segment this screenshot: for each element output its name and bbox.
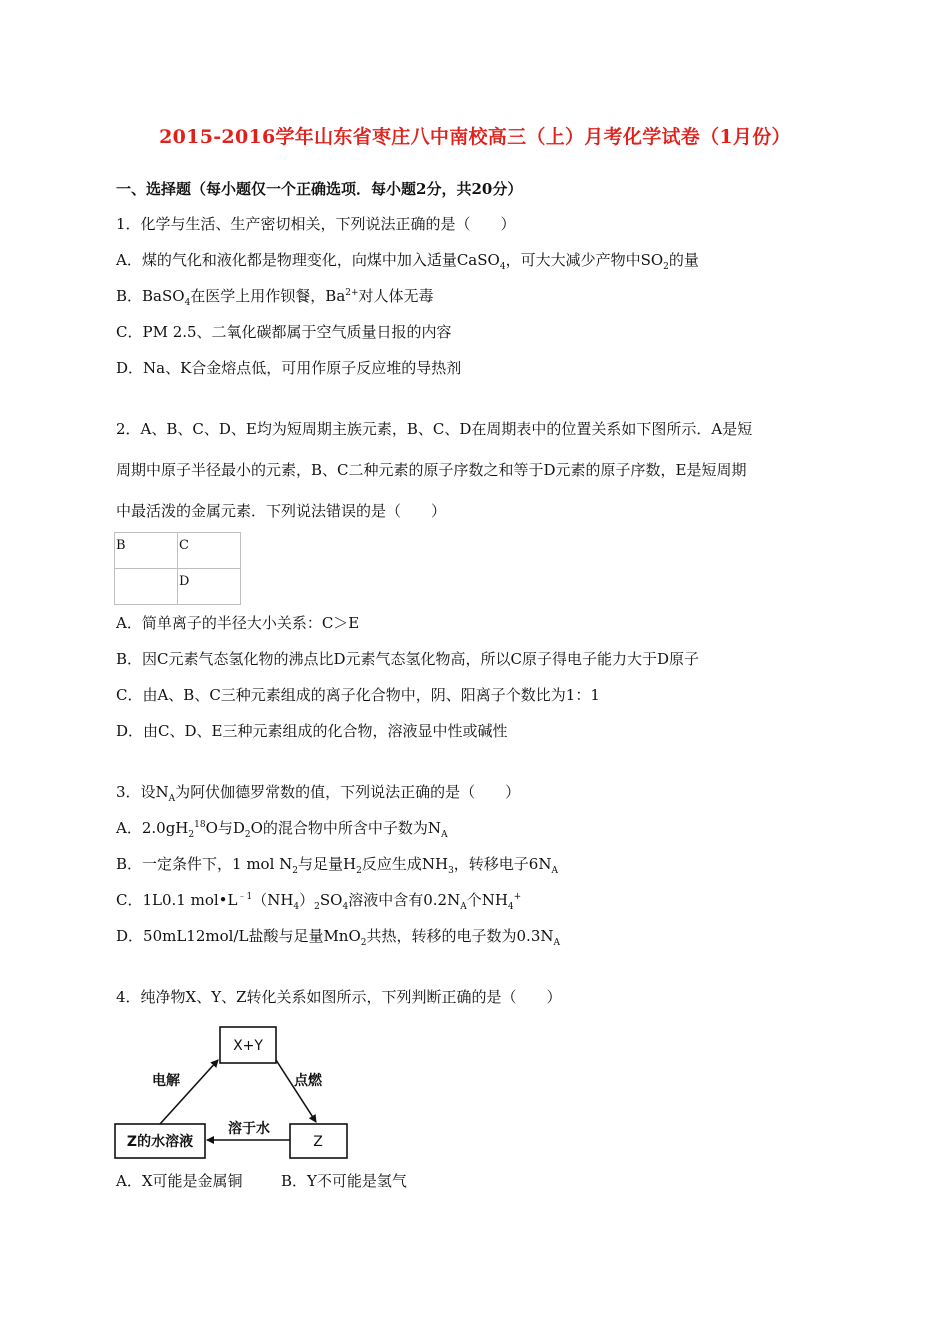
table-cell-b: B (115, 533, 178, 569)
q2-option-a: A．简单离子的半径大小关系：C＞E (116, 614, 360, 632)
q4-option-b: B．Y不可能是氢气 (281, 1172, 407, 1190)
q3-option-c: C．1L0.1 $mol•L^{﹣1}(NH_4)_2SO_4$溶液中含有$0.2N_A$个$NH_4^+$ (116, 891, 522, 912)
q1-option-d: D．Na、K合金熔点低，可用作原子反应堆的导热剂 (116, 359, 462, 377)
periodic-table-fragment (114, 532, 241, 605)
section-heading: 一、选择题（每小题仅一个正确选项．每小题2分，共20分） (116, 180, 523, 198)
q2-option-c: C．由A、B、C三种元素组成的离子化合物中，阴、阳离子个数比为1：1 (116, 686, 600, 704)
q3-option-b: B．一定条件下，1 mol $N_2$与足量$H_2$反应生成$NH_3$，转移电子$6N_A$ (116, 855, 558, 876)
arrow-electrolysis (160, 1060, 218, 1124)
label-dissolve: 溶于水 (228, 1121, 270, 1137)
label-electrolysis: 电解 (152, 1073, 180, 1089)
box-x-plus-y-label: X+Y (233, 1038, 263, 1054)
q4-stem: 4．纯净物X、Y、Z转化关系如图所示，下列判断正确的是（ ） (116, 988, 562, 1006)
q1-option-c: C．PM 2.5、二氧化碳都属于空气质量日报的内容 (116, 323, 452, 341)
q1-stem: 1．化学与生活、生产密切相关，下列说法正确的是（ ） (116, 215, 516, 233)
q2-stem-line3: 中最活泼的金属元素．下列说法错误的是（ ） (116, 502, 447, 520)
q3-option-a: A．$2.0gH_2^{18}O$与$D_2O$的混合物中所含中子数为$N_A$ (116, 819, 448, 840)
label-ignition: 点燃 (294, 1073, 322, 1089)
q3-stem: 3．设$N_A$为阿伏伽德罗常数的值，下列说法正确的是（ ） (116, 783, 521, 804)
box-z-solution-label: Z的水溶液 (126, 1134, 194, 1150)
table-cell-d: D (178, 569, 241, 605)
q4-option-a: A．X可能是金属铜 (116, 1172, 243, 1190)
conversion-diagram (110, 1022, 370, 1162)
exam-title: 2015-2016学年山东省枣庄八中南校高三（上）月考化学试卷（1月份） (159, 126, 791, 148)
table-cell-empty (115, 569, 178, 605)
box-z-label: Z (313, 1134, 323, 1150)
q2-option-b: B．因C元素气态氢化物的沸点比D元素气态氢化物高，所以C原子得电子能力大于D原子 (116, 650, 700, 668)
arrow-ignition (276, 1060, 316, 1122)
q3-option-d: D．50mL12mol/L盐酸与足量MnO$_2$共热，转移的电子数为$0.3N_A$ (116, 927, 560, 948)
q1-option-a: A．煤的气化和液化都是物理变化，向煤中加入适量CaSO$_4$，可大大减少产物中$SO_2$的量 (116, 251, 699, 272)
table-cell-c: C (178, 533, 241, 569)
q2-stem-line1: 2．A、B、C、D、E均为短周期主族元素，B、C、D在周期表中的位置关系如下图所示．A是短 (116, 420, 753, 438)
q2-option-d: D．由C、D、E三种元素组成的化合物，溶液显中性或碱性 (116, 722, 508, 740)
q1-option-b: B．BaSO$_4$在医学上用作钡餐，$Ba^{2+}$对人体无毒 (116, 287, 434, 308)
q2-stem-line2: 周期中原子半径最小的元素，B、C二种元素的原子序数之和等于D元素的原子序数，E是短周期 (116, 461, 747, 479)
